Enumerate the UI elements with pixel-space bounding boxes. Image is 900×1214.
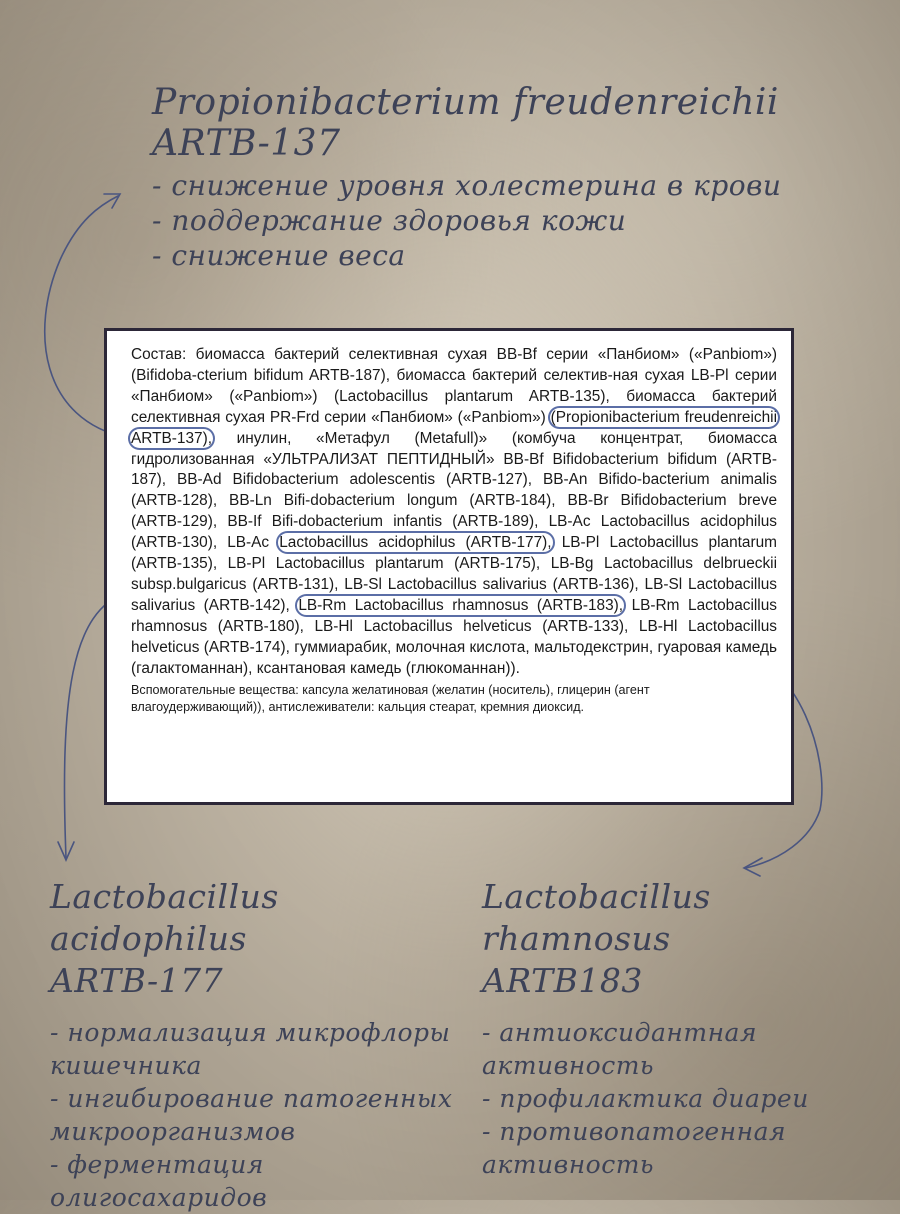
left-note-item: - нормализация микрофлоры: [50, 1018, 451, 1047]
composition-part: LB-Rm Lactobacillus rhamnosus (ARTB-180), LB-Hl Lactobacillus helveticus (ARTB-133), LB-Hl Lactobacillus helveticus (ARTB-174), гуммиарабик, молочная кислота, мальтодекстрин, гуаровая камедь (галактоманнан), ксантановая камедь (глюкоманнан)).: [131, 596, 777, 677]
highlight-propionibacterium: (Propionibacterium freudenreichii ARTB-137),: [131, 408, 778, 447]
top-note-title: Propionibacterium freudenreichii ARTB-137: [152, 82, 779, 164]
right-note-strain: ARTB183: [482, 961, 643, 1000]
arrow-to-right-note-head: [744, 858, 762, 876]
right-note-item: - профилактика диареи: [482, 1084, 809, 1113]
left-note-item: - ферментация олигосахаридов: [50, 1150, 268, 1212]
left-note: [50, 876, 470, 1214]
composition-part: инулин, «Метафул (Metafull)» (комбуча концентрат, биомасса гидролизованная «УЛЬТРАЛИЗАТ ПЕПТИДНЫЙ» BB-Bf Bifidobacterium bifidum (ARTB-187), BB-Ad Bifidobacterium adolescentis (ARTB-127), BB-An Bifido-bacterium animalis (ARTB-128), BB-Ln Bifi-dobacterium longum (ARTB-184), BB-Br Bifidobacterium breve (ARTB-129), BB-If Bifi-dobacterium infantis (ARTB-189), LB-Ac Lactobacillus acidophilus (ARTB-130), LB-Ac: [131, 429, 777, 552]
right-note-item: - антиоксидантная активность: [482, 1018, 758, 1080]
top-note-item: - поддержание здоровья кожи: [152, 204, 627, 237]
top-note-item: - снижение уровня холестерина в крови: [152, 169, 782, 202]
right-note: [482, 876, 892, 1181]
left-note-item: - ингибирование патогенных: [50, 1084, 453, 1113]
left-note-title: Lactobacillus acidophilus: [50, 877, 279, 958]
auxiliary-substances: Вспомогательные вещества: капсула желатиновая (желатин (носитель), глицерин (агент влагоудерживающий)), антислеживатели: кальция стеарат, кремния диоксид.: [131, 682, 650, 714]
highlight-acidophilus: Lactobacillus acidophilus (ARTB-177),: [279, 534, 552, 552]
right-note-item: - противопатогенная активность: [482, 1117, 787, 1179]
top-note: [152, 82, 900, 273]
right-note-title: Lactobacillus rhamnosus: [482, 877, 711, 958]
arrow-to-top-note-head: [104, 194, 120, 208]
left-note-item: микроорганизмов: [50, 1117, 296, 1146]
top-note-item: - снижение веса: [152, 239, 406, 272]
composition-part: LB-Pl Lactobacillus plantarum (ARTB-135), LB-Pl Lactobacillus plantarum (ARTB-175), LB-Bg Lactobacillus delbrueckii subsp.bulgaricus (ARTB-131), LB-Sl Lactobacillus salivarius (ARTB-136), LB-Sl Lactobacillus salivarius (ARTB-142),: [131, 534, 777, 614]
highlight-rhamnosus: LB-Rm Lactobacillus rhamnosus (ARTB-183),: [298, 596, 624, 614]
composition-box: [104, 328, 794, 805]
arrow-to-left-note-head: [58, 842, 74, 860]
composition-part: Состав: биомасса бактерий селективная сухая BB-Bf серии «Панбиом» («Panbiom») (Bifidoba-cterium bifidum ARTB-187), биомасса бактерий селектив-ная сухая LB-Pl серии «Панбиом» («Panbiom») (Lactobacillus plantarum ARTB-135), биомасса бактерий селективная сухая PR-Frd серии «Панбиом» («Panbiom»): [131, 346, 777, 426]
composition-text: [131, 345, 777, 680]
left-note-strain: ARTB-177: [50, 961, 224, 1000]
left-note-item: кишечника: [50, 1051, 202, 1080]
